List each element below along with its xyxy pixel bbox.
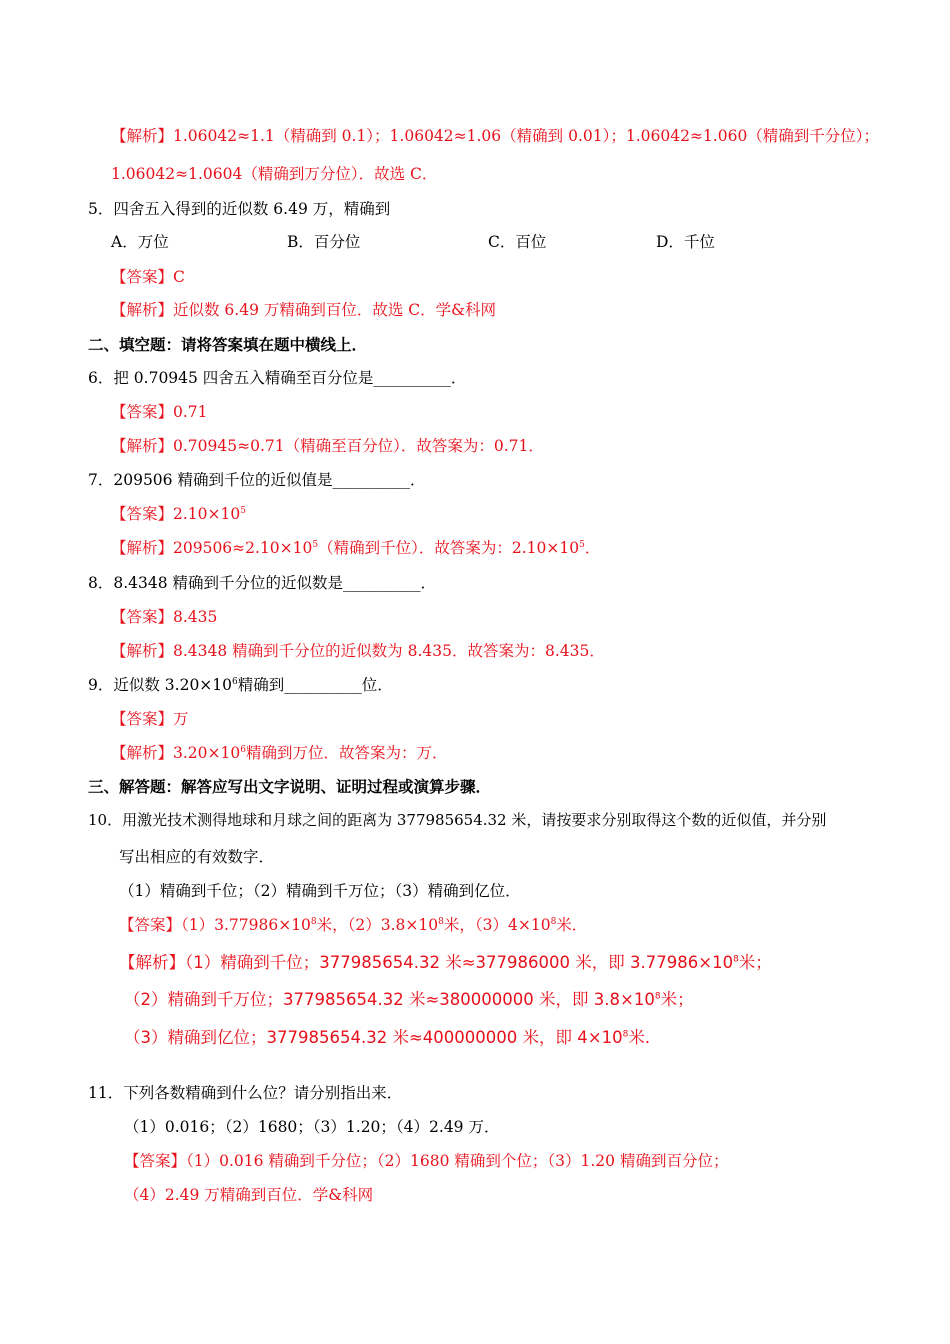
q5-answer: 【答案】C <box>111 268 185 286</box>
q5-option-d: D．千位 <box>656 233 715 251</box>
q9-answer: 【答案】万 <box>111 710 189 728</box>
q6-analysis: 【解析】0.70945≈0.71（精确至百分位）．故答案为：0.71． <box>111 437 544 455</box>
q8-answer: 【答案】8.435 <box>111 608 218 626</box>
q5-option-a: A．万位 <box>111 233 169 251</box>
q5-option-c: C．百位 <box>488 233 547 251</box>
q5-option-b: B．百分位 <box>287 233 361 251</box>
section-2-heading: 二、填空题：请将答案填在题中横线上． <box>88 335 368 354</box>
q9-analysis: 【解析】$3.20\times 10^6$精确到万位．故答案为：万． <box>111 744 448 762</box>
q11-stem: 11．下列各数精确到什么位？请分别指出来． <box>88 1084 403 1102</box>
q6-stem: 6．把 0.70945 四舍五入精确至百分位是__________． <box>88 369 467 387</box>
q10-analysis-line2: （2）精确到千万位；377985654.32 米≈380000000 米，即 $3.8\times 10^8$米； <box>124 990 694 1009</box>
q5-analysis: 【解析】近似数 6.49 万精确到百位．故选 C．学&科网 <box>111 301 496 319</box>
q11-answer-line2: （4）2.49 万精确到百位．学&科网 <box>124 1186 374 1204</box>
q7-stem: 7．209506 精确到千位的近似值是__________． <box>88 471 426 489</box>
q11-answer-line1: 【答案】（1）0.016 精确到千分位；（2）1680 精确到个位；（3）1.20 精确到百分位； <box>124 1152 729 1170</box>
q5-options <box>111 232 811 252</box>
q10-stem-line2: 写出相应的有效数字． <box>119 848 275 866</box>
section-3-heading: 三、解答题：解答应写出文字说明、证明过程或演算步骤． <box>88 777 492 796</box>
q5-stem: 5．四舍五入得到的近似数 6.49 万，精确到 <box>88 200 391 218</box>
q9-stem: 9．近似数 $3.20\times 10^6$精确到__________位． <box>88 676 393 694</box>
q8-stem: 8．8.4348 精确到千分位的近似数是__________． <box>88 574 437 592</box>
q10-analysis-line1: 【解析】（1）精确到千位；377985654.32 米≈377986000 米，即 $3.77986\times 10^8$米； <box>119 953 772 972</box>
q7-analysis: 【解析】$209506\approx 2.10\times 10^5$（精确到千位）．故答案为：$2.10\times 10^5$． <box>111 539 601 557</box>
q10-analysis-line3: （3）精确到亿位；377985654.32 米≈400000000 米，即 $4\times 10^8$米． <box>124 1028 662 1047</box>
q7-answer: 【答案】$2.10\times 10^5$ <box>111 505 246 523</box>
q10-answer: 【答案】$(1)3.77986\times 10^8$米，$(2)3.8\times 10^8$米，$(3)4\times 10^8$米． <box>119 916 588 934</box>
q11-parts: （1）0.016；（2）1680；（3）1.20；（4）2.49 万． <box>124 1118 500 1136</box>
q6-answer: 【答案】0.71 <box>111 403 208 421</box>
q8-analysis: 【解析】8.4348 精确到千分位的近似数为 8.435．故答案为：8.435． <box>111 642 605 660</box>
q4-analysis-line2: 1.06042≈1.0604（精确到万分位）．故选 C． <box>111 165 438 183</box>
q10-parts: （1）精确到千位；（2）精确到千万位；（3）精确到亿位． <box>119 882 521 900</box>
q4-analysis-line1: 【解析】1.06042≈1.1（精确到 0.1）；1.06042≈1.06（精确到 0.01）；1.06042≈1.060（精确到千分位）； <box>111 127 880 145</box>
q10-stem-line1: 10．用激光技术测得地球和月球之间的距离为 377985654.32 米，请按要求分别取得这个数的近似值，并分别 <box>88 811 827 829</box>
